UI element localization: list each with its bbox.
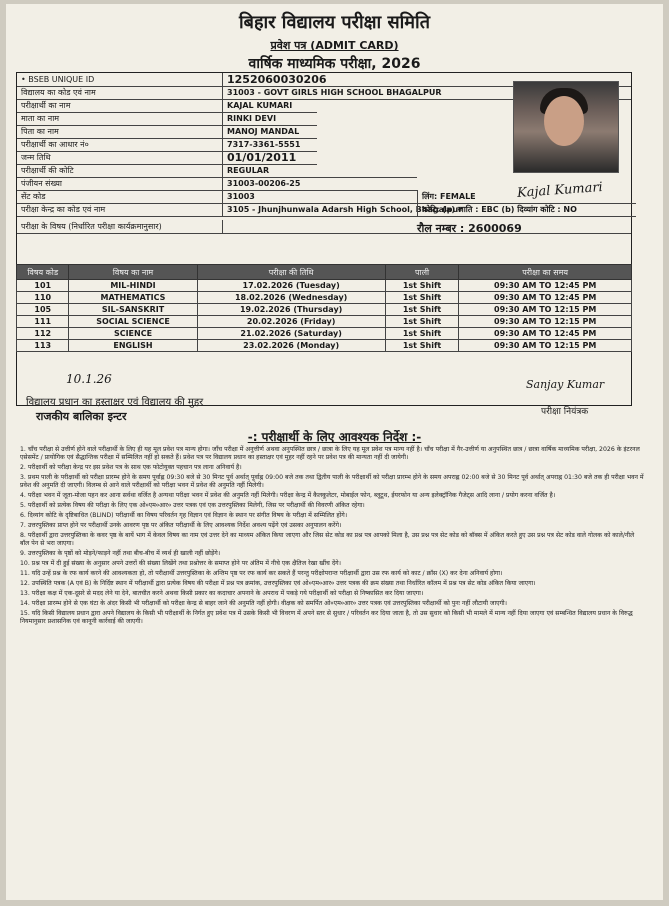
subject-cell: MATHEMATICS [69, 292, 197, 304]
field-value: 1252060030206 [222, 73, 327, 86]
instruction-item: 14. परीक्षा प्रारम्भ होने से एक घंटा के अंदर किसी भी परीक्षार्थी को परीक्षा केन्द्र से बाहर जाने की अनुमति नहीं होगी। वीक्षक को समर्पित ओ०एम०आर० उत्तर पत्रक एवं उत्तरपुस्तिका परीक्षार्थी को पुनः नहीं लौटायी जाएगी। [20, 600, 507, 607]
subjects-column-header: विषय कोड [17, 265, 69, 280]
subject-row [17, 316, 632, 328]
instruction-item: 1. चाँच परीक्षा से उत्तीर्ण होने वाले परीक्षार्थी के लिए ही यह मूल प्रवेश पत्र मान्य होगा। जाँच परीक्षा में अनुत्तीर्ण अथवा अनुपस्थित छात्र / छात्रा के लिए यह मूल प्रवेश पत्र मान्य नहीं है। चाँच परीक्षा में गैर-उत्तीर्ण या अनुपस्थित छात्र / छात्रा वार्षिक माध्यमिक परीक्षा, 2026 के इंटरनल एसेसमेंट / प्रायोगिक एवं सैद्धान्तिक परीक्षा में सम्मिलित नहीं हो सकते हैं। प्रवेश पत्र पर विद्यालय प्रधान का हस्ताक्षर एवं मुहर नहीं रहने पर प्रवेश पत्र की मान्यता नहीं दी जायेगी। [20, 446, 640, 461]
photo-face [544, 96, 584, 146]
subject-cell: 09:30 AM TO 12:15 PM [459, 340, 632, 352]
subject-row [17, 292, 632, 304]
subjects-column-header: पाली [385, 265, 459, 280]
subject-cell: 17.02.2026 (Tuesday) [197, 280, 385, 292]
subject-cell: 110 [17, 292, 69, 304]
subject-cell: 111 [17, 316, 69, 328]
instruction-item: 9. उत्तरपुस्तिका के पृष्ठों को मोड़ने/फाड़ने नहीं तथा बीच-बीच में व्यर्थ ही खाली नहीं छोड़ेंगे। [20, 550, 221, 557]
instructions-title: -: परीक्षार्थी के लिए आवश्यक निर्देश :- [247, 430, 422, 444]
instruction-item: 13. परीक्षा कक्ष में एक-दूसरे से मदद लेने या देने, बातचीत करने अथवा किसी प्रकार का कदाचार अपनाने के अपराध में पकड़े गये परीक्षार्थी को परीक्षा से निष्कासित कर दिया जाएगा। [20, 590, 424, 597]
controller-signature: Sanjay Kumar [526, 378, 605, 391]
subject-row [17, 304, 632, 316]
field-label: परीक्षार्थी का नाम [21, 101, 71, 110]
subject-cell: 113 [17, 340, 69, 352]
subject-cell: 112 [17, 328, 69, 340]
subject-cell: 23.02.2026 (Monday) [197, 340, 385, 352]
subject-cell: 1st Shift [385, 292, 459, 304]
field-value: 31003 [222, 190, 255, 203]
subject-row [17, 328, 632, 340]
field-row [17, 164, 417, 178]
field-value: 01/01/2011 [222, 151, 296, 164]
instruction-item: 11. यदि उन्हें प्रश्न के रफ कार्य करने की आवश्यकता हो, तो परीक्षार्थी उत्तरपुस्तिका के अन्तिम पृष्ठ पर रफ कार्य कर सकते हैं परन्तु परीक्षोपरान्त परीक्षार्थी द्वारा उस रफ कार्य को काट / क्रॉस (X) कर देना अनिवार्य होगा। [20, 570, 503, 577]
subject-cell: ENGLISH [69, 340, 197, 352]
candidate-signature: Kajal Kumari [516, 180, 604, 201]
field-row [17, 151, 317, 165]
instruction-item: 2. परीक्षार्थी को परीक्षा केन्द्र पर इस प्रवेश पत्र के साथ एक फोटोयुक्त पहचान पत्र लाना अनिवार्य है। [20, 464, 242, 471]
field-value: KAJAL KUMARI [222, 99, 292, 112]
subject-cell: 09:30 AM TO 12:15 PM [459, 304, 632, 316]
instruction-item: 8. परीक्षार्थी द्वारा उत्तरपुस्तिका के कवर पृष्ठ के बायें भाग में केवल विषय का नाम एवं उत्तर देने का माध्यम अंकित किया जाएगा और जिस सेट कोड का प्रश्न पत्र आपको मिला है, उस प्रश्न पत्र सेट कोड को बॉक्स में अंकित करते हुए उस प्रश्न पत्र सेट कोड वाले गोलक को काले/नीले बॉल पेन से भरा जाएगा। [20, 532, 635, 547]
field-value: 31003 - GOVT GIRLS HIGH SCHOOL BHAGALPUR [222, 86, 442, 99]
roll-number: रौल नम्बर : 2600069 [417, 222, 522, 235]
subjects-column-header: परीक्षा का समय [459, 265, 632, 280]
subjects-table [16, 264, 632, 352]
field-label: जन्म तिथि [21, 153, 51, 162]
exam-title: वार्षिक माध्यमिक परीक्षा, 2026 [248, 56, 421, 72]
subject-cell: SIL-SANSKRIT [69, 304, 197, 316]
instruction-item: 15. यदि किसी विद्यालय प्रधान द्वारा अपने विद्यालय के किसी भी परीक्षार्थी के निर्गत हुए प्रवेश पत्र में उसके किसी भी विवरण में अपने स्तर से सुधार / परिवर्तन कर दिया जाता है, तो उस सुधार को किसी भी मामले में मान्य नहीं दिया जाएगा एवं सम्बन्धित विद्यालय प्रधान के विरुद्ध नियमानुसार प्रशासनिक एवं कानूनी कार्रवाई की जाएगी। [20, 610, 633, 625]
subject-cell: 09:30 AM TO 12:45 PM [459, 280, 632, 292]
head-signature: 10.1.26 [66, 372, 112, 386]
field-label: परीक्षार्थी की कोटि [21, 166, 74, 175]
instruction-item: 10. प्रश्न पत्र में दी हुई संख्या के अनुसार अपने उत्तरों की संख्या लिखेंगे तथा प्रश्नोत्तर के समाप्त होने पर अंतिम में नीचे एक क्षैतिज रेखा खींच देंगे। [20, 560, 341, 567]
field-value: 7317-3361-5551 [222, 138, 300, 151]
instructions-list [20, 446, 644, 628]
subject-cell: 09:30 AM TO 12:45 PM [459, 292, 632, 304]
candidate-details-box [16, 72, 632, 406]
school-stamp: राजकीय बालिका इन्टर [36, 410, 127, 423]
instruction-item: 12. उपस्थिति पत्रक (A एवं B) के निर्दिष्ट स्थान में परीक्षार्थी द्वारा प्रत्येक विषय की परीक्षा में प्रश्न पत्र क्रमांक, उत्तरपुस्तिका एवं ओ०एम०आर० उत्तर पत्रक की क्रम संख्या तथा निर्धारित कॉलम में प्रश्न पत्र सेट कोड अंकित किया जाएगा। [20, 580, 536, 587]
field-row [17, 220, 631, 234]
board-title: बिहार विद्यालय परीक्षा समिति [239, 12, 430, 33]
instruction-item: 5. परीक्षार्थी को प्रत्येक विषय की परीक्षा के लिए एक ओ०एम०आर० उत्तर पत्रक एवं एक उत्तरपुस्तिका मिलेगी, जिस पर परीक्षार्थी की विवरणी अंकित रहेगा। [20, 502, 365, 509]
subject-cell: 1st Shift [385, 328, 459, 340]
category-field: कोटि: (a) जाति : EBC (b) दिव्यांग कोटि : NO [417, 203, 636, 217]
field-value: MANOJ MANDAL [222, 125, 299, 138]
field-row [17, 177, 417, 191]
admit-card-sheet [6, 4, 663, 900]
field-value: 3105 - Jhunjhunwala Adarsh High School, Bhagalpur [222, 203, 462, 216]
subject-row [17, 340, 632, 352]
field-label: सेंट कोड [21, 192, 46, 201]
subject-cell: 105 [17, 304, 69, 316]
field-label: परीक्षार्थी का आधार नं० [21, 140, 89, 149]
field-label: पंजीयन संख्या [21, 179, 62, 188]
field-label: विद्यालय का कोड एवं नाम [21, 88, 96, 97]
subject-cell: 09:30 AM TO 12:45 PM [459, 328, 632, 340]
subject-cell: 1st Shift [385, 340, 459, 352]
subject-cell: 21.02.2026 (Saturday) [197, 328, 385, 340]
instruction-item: 3. प्रथम पाली के परीक्षार्थी को परीक्षा प्रारम्भ होने के समय पूर्वाह्न 09:30 बजे से 30 मिनट पूर्व अर्थात् पूर्वाह्न 09:00 बजे तक तथा द्वितीय पाली के परीक्षार्थी को परीक्षा प्रारम्भ होने के समय अपराह्न 02:00 बजे से 30 मिनट पूर्व अर्थात् अपराह्न 01:30 बजे तक ही परीक्षा भवन में प्रवेश की अनुमति दी जाएगी। विलम्ब से आने वाले परीक्षार्थी को परीक्षा भवन में प्रवेश की अनुमति नहीं मिलेगी। [20, 474, 644, 489]
field-value: REGULAR [222, 164, 269, 177]
field-row [17, 190, 417, 204]
field-label: माता का नाम [21, 114, 60, 123]
subject-cell: 19.02.2026 (Thursday) [197, 304, 385, 316]
field-row [17, 99, 317, 113]
head-sign-label: विद्यालय प्रधान का हस्ताक्षर एवं विद्यालय की मुहर [26, 397, 204, 408]
field-label: • BSEB UNIQUE ID [21, 75, 95, 84]
subject-cell: 09:30 AM TO 12:15 PM [459, 316, 632, 328]
document-type: प्रवेश पत्र (ADMIT CARD) [270, 39, 399, 52]
subjects-column-header: परीक्षा की तिथि [197, 265, 385, 280]
subject-cell: 101 [17, 280, 69, 292]
gender-field: लिंग: FEMALE [417, 190, 636, 204]
subject-cell: 1st Shift [385, 280, 459, 292]
subject-cell: SCIENCE [69, 328, 197, 340]
field-row [17, 138, 317, 152]
field-row [17, 112, 317, 126]
subject-cell: 1st Shift [385, 304, 459, 316]
instruction-item: 6. दिव्यांग कोटि के दृष्टिबाधित (BLIND) परीक्षार्थी का विषय परिवर्तन गृह विज्ञान एवं विज्ञान के स्थान पर संगीत विषय के परीक्षा में सम्मिलित होंगे। [20, 512, 348, 519]
instruction-item: 7. उत्तरपुस्तिका प्राप्त होने पर परीक्षार्थी उनके आवरण पृष्ठ पर अंकित परीक्षार्थी के लिए आवश्यक निर्देश अवश्य पढ़ेंगे एवं उसका अनुपालन करेंगे। [20, 522, 342, 529]
subject-row [17, 280, 632, 292]
field-value: 31003-00206-25 [222, 177, 300, 190]
subject-cell: 1st Shift [385, 316, 459, 328]
subject-cell: 18.02.2026 (Wednesday) [197, 292, 385, 304]
instruction-item: 4. परीक्षा भवन में जूता-मोजा पहन कर आना सर्वथा वर्जित है अन्यथा परीक्षा भवन में प्रवेश की अनुमति नहीं मिलेगी। परीक्षा केन्द्र में कैलकुलेटर, मोबाईल फोन, ब्लूटूथ, ईयरफोन या अन्य इलेक्ट्रॉनिक गैजेट्स आदि लाना / प्रयोग करना वर्जित है। [20, 492, 556, 499]
controller-label: परीक्षा नियंत्रक [541, 407, 589, 417]
field-label: पिता का नाम [21, 127, 59, 136]
subject-cell: 20.02.2026 (Friday) [197, 316, 385, 328]
field-value: RINKI DEVI [222, 112, 276, 125]
subjects-column-header: विषय का नाम [69, 265, 197, 280]
candidate-photo [513, 81, 619, 173]
field-row [17, 125, 317, 139]
field-label: परीक्षा के विषय (निर्धारित परीक्षा कार्यक्रमानुसार) [21, 222, 162, 231]
subject-cell: SOCIAL SCIENCE [69, 316, 197, 328]
subject-cell: MIL-HINDI [69, 280, 197, 292]
field-value [222, 220, 227, 233]
field-label: परीक्षा केन्द्र का कोड एवं नाम [21, 205, 106, 214]
